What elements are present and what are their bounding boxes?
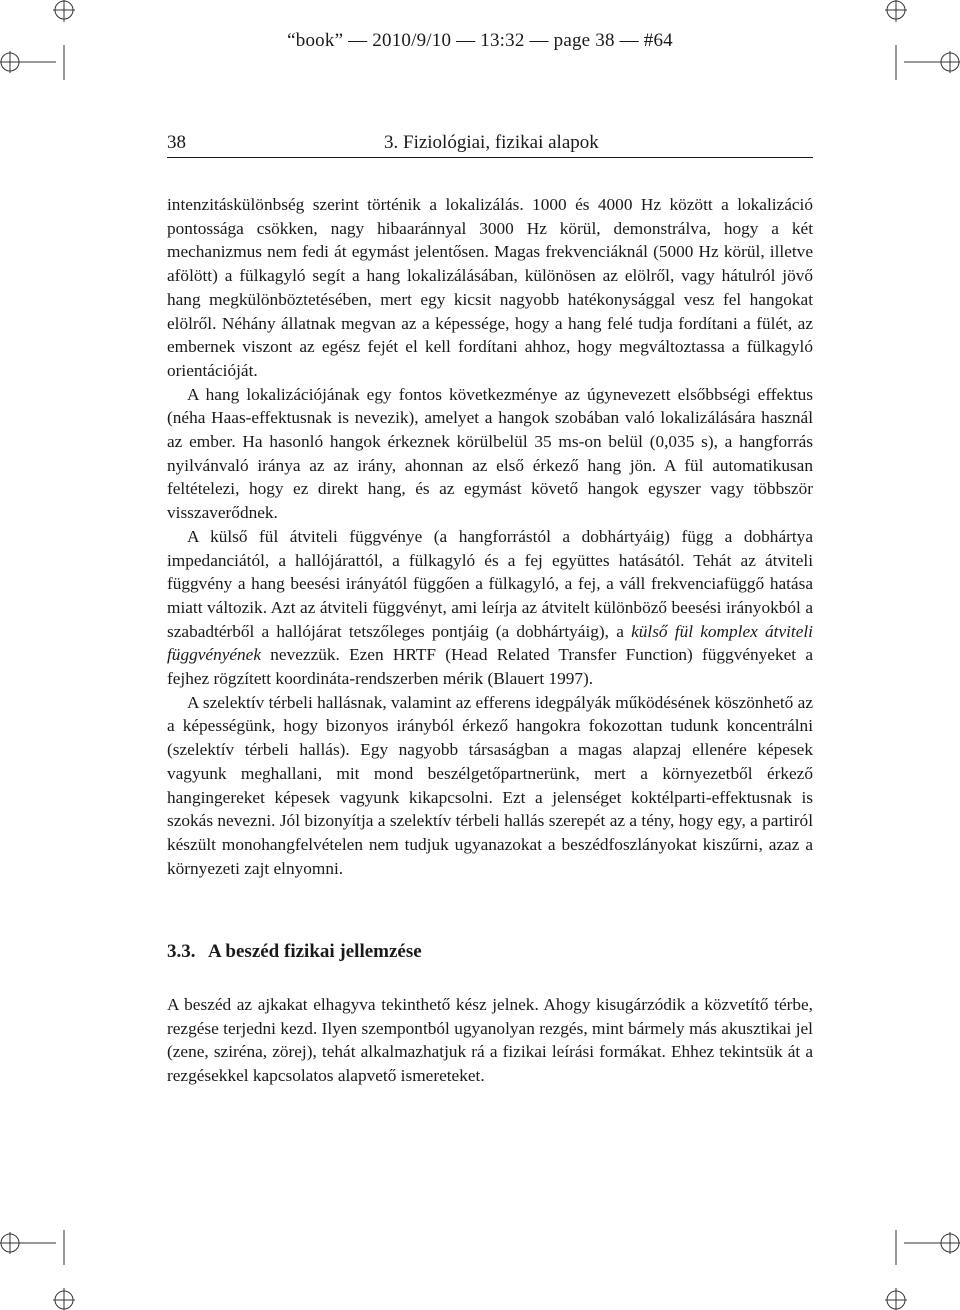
paragraph: A szelektív térbeli hallásnak, valamint az efferens idegpályák működésének köszönhető az a képességünk, hogy bizonyos irányból érkező hangokra fokozottan tudunk koncentrálni (szelektív térbeli hallás). Egy nagyobb társaságban a magas alapzaj ellenére képesek vagyunk meghallani, mit mond beszélgetőpartnerünk, mert a környezetből érkező hangingereket képesek vagyunk kikapcsolni. Ezt a jelenséget koktélparti-effektusnak is szokás nevezni. Jól bizonyítja a szelektív térbeli hallás szerepét az a tény, hogy egy, a partiról készült monohangfelvételen nem tudjuk ugyanazokat a beszédfoszlányokat kiszűrni, azaz a környezeti zajt elnyomni.	[167, 692, 813, 878]
emphasized-term: külső fül komplex átviteli függvényének	[167, 621, 813, 665]
header-rule	[167, 157, 813, 158]
section-body	[167, 993, 813, 1088]
page-number: 38	[167, 132, 186, 153]
paragraph-text: nevezzük. Ezen HRTF (Head Related Transfer Function) függvényeket a fejhez rögzített koordináta-rendszerben mérik (Blauert 1997).	[167, 645, 813, 689]
paragraph	[167, 525, 813, 691]
crop-mark-bottom-right-icon	[875, 1230, 913, 1310]
chapter-title: 3. Fiziológiai, fizikai alapok	[384, 132, 599, 153]
section-heading	[167, 941, 813, 963]
paragraph: intenzitáskülönbség szerint történik a lokalizálás. 1000 és 4000 Hz között a lokalizáció pontossága csökken, nagy hibaaránnyal 3000 Hz körül, demonstrálva, hogy a két mechanizmus nem fedi át egymást jelentősen. Magas frekvenciáknál (5000 Hz körül, illetve afölött) a fülkagyló segít a hang lokalizálásában, különösen az elölről, vagy hátulról jövő hang megkülönböztetésében, mert egy kicsit nagyobb hatékonysággal vesz fel hangokat elölről. Néhány állatnak megvan az a képessége, hogy a hang felé tudja fordítani a fülét, az embernek viszont az egész fejét el kell fordítani ahhoz, hogy megváltoztassa a fülkagyló orientációját.	[167, 195, 813, 380]
crop-mark-bottom-left-icon	[47, 1230, 85, 1310]
running-header	[167, 132, 813, 154]
paragraph: A beszéd az ajkakat elhagyva tekinthető kész jelnek. Ahogy kisugárzódik a közvetítő térbe, rezgése terjedni kezd. Ilyen szempontból ugyanolyan rezgés, mint bármely más akusztikai jel (zene, sziréna, zörej), tehát alkalmazhatjuk rá a fizikai leírási formákat. Ehhez tekintsük át a rezgésekkel kapcsolatos alapvető ismereteket.	[167, 995, 813, 1086]
paragraph-text: A külső fül átviteli függvénye (a hangforrástól a dobhártyáig) függ a dobhártya impedanciától, a hallójárattól, a fülkagyló és a fej együttes hatásától. Tehát az átviteli függvény a hang beesési irányától függően a fülkagyló, a fej, a váll frekvenciafüggő hatása miatt változik. Azt az átviteli függvényt, ami leírja az átvitelt különböző beesési irányokból a szabadtérből a hallójárat tetszőleges pontjáig (a dobhártyáig), a	[167, 526, 813, 641]
paragraph: A hang lokalizációjának egy fontos következménye az úgynevezett elsőbbségi effektus (néha Haas-effektusnak is nevezik), amelyet a hangok szobában való lokalizálására használ az ember. Ha hasonló hangok érkeznek körülbelül 35 ms-on belül (0,035 s), a hangforrás nyilvánvaló iránya az az irány, ahonnan az első érkező hang jön. A fül automatikusan feltételezi, hogy ez direkt hang, és az egymást követő hangok egyszer vagy többször visszaverődnek.	[167, 384, 813, 523]
section-title: A beszéd fizikai jellemzése	[208, 941, 422, 962]
section-number: 3.3.	[167, 941, 196, 962]
print-slug: “book” — 2010/9/10 — 13:32 — page 38 — #64	[287, 30, 673, 51]
body-text	[167, 193, 813, 880]
